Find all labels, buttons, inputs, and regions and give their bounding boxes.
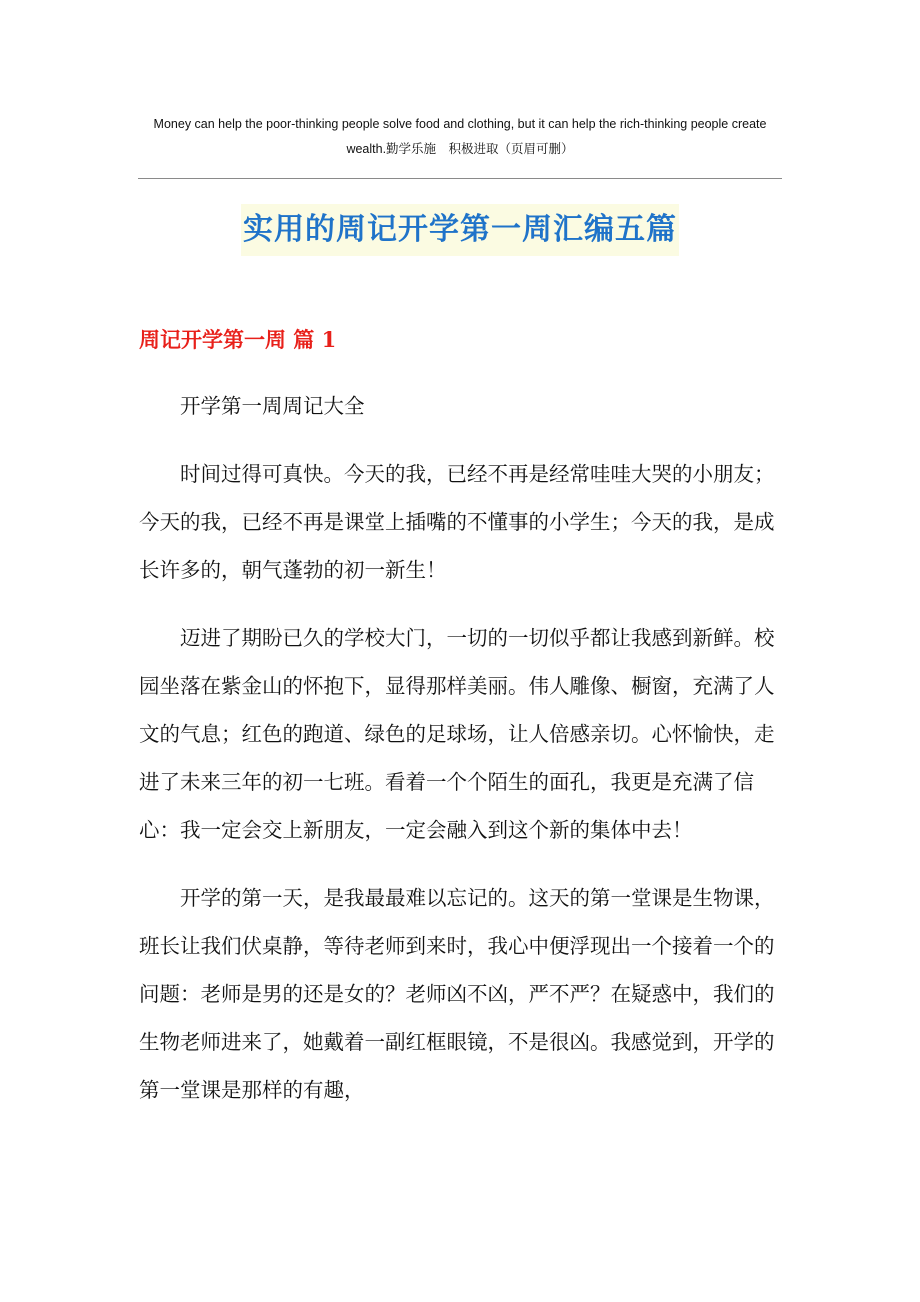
section-heading: 周记开学第一周 篇 1 bbox=[139, 327, 337, 352]
document-title bbox=[0, 204, 920, 260]
paragraph: 迈进了期盼已久的学校大门，一切的一切似乎都让我感到新鲜。校园坐落在紫金山的怀抱下，显得那样美丽。伟人雕像、橱窗，充满了人文的气息；红色的跑道、绿色的足球场，让人倍感亲切。心怀愉快，走进了未来三年的初一七班。看着一个个陌生的面孔，我更是充满了信心：我一定会交上新朋友，一定会融入到这个新的集体中去！ bbox=[139, 626, 775, 842]
document-body bbox=[139, 382, 781, 1134]
header-divider bbox=[138, 178, 782, 179]
paragraph: 时间过得可真快。今天的我，已经不再是经常哇哇大哭的小朋友；今天的我，已经不再是课堂上插嘴的不懂事的小学生；今天的我，是成长许多的，朝气蓬勃的初一新生！ bbox=[139, 462, 775, 582]
document-title-text: 实用的周记开学第一周汇编五篇 bbox=[241, 204, 679, 256]
paragraph-subtitle: 开学第一周周记大全 bbox=[180, 394, 365, 418]
page-header: Money can help the poor-thinking people solve food and clothing, but it can help the rich-thinking people create wealth.勤学乐施 积极进取（页眉可删） bbox=[153, 117, 767, 156]
paragraph: 开学的第一天，是我最最难以忘记的。这天的第一堂课是生物课，班长让我们伏桌静，等待老师到来时，我心中便浮现出一个接着一个的问题：老师是男的还是女的？老师凶不凶，严不严？在疑惑中，我们的生物老师进来了，她戴着一副红框眼镜，不是很凶。我感觉到，开学的第一堂课是那样的有趣， bbox=[139, 886, 775, 1102]
